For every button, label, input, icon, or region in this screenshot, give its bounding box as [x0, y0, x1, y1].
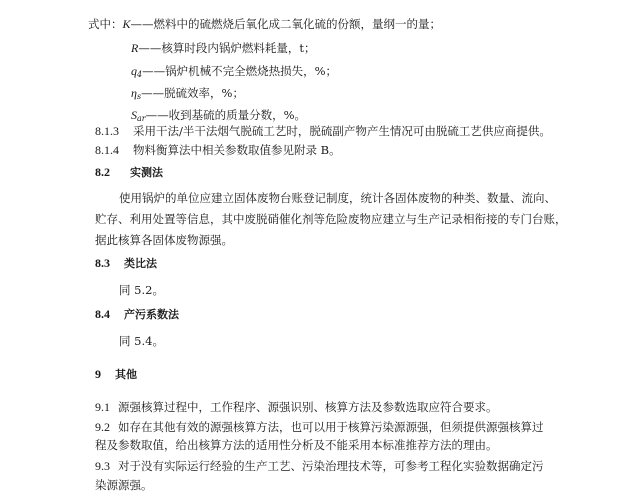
clause-9-2 [95, 419, 544, 435]
clause-text: 物料衡算法中相关参数取值参见附录 B。 [133, 143, 341, 157]
var-s-sub: ar [137, 114, 146, 123]
var-eta: η [131, 86, 137, 100]
var-q-sub: 4 [137, 70, 143, 79]
paragraph-line: 同 5.4。 [119, 334, 164, 348]
formula-def-q4 [131, 63, 337, 83]
clause-9-3 [95, 458, 544, 474]
clause-8-1-3 [95, 123, 551, 139]
clause-8-1-4 [95, 142, 341, 158]
section-title: 产污系数法 [124, 308, 179, 321]
clause-number: 9.2 [95, 420, 110, 434]
var-q: q [131, 64, 137, 78]
chapter-title: 其他 [115, 368, 137, 381]
paragraph-line: 程及参数取值，给出核算方法的适用性分析及不能采用本标准推荐方法的理由。 [95, 438, 498, 452]
section-title: 类比法 [124, 257, 157, 270]
section-heading-8-3 [95, 255, 157, 272]
paragraph-line: 据此核算各固体废物源强。 [95, 233, 233, 247]
var-k: K [122, 17, 131, 31]
section-number: 8.2 [95, 165, 110, 179]
def-r-desc: ——核算时段内锅炉燃料耗量，t； [138, 41, 316, 55]
section-number: 8.4 [95, 307, 110, 321]
paragraph-line: 染源源强。 [95, 478, 153, 492]
section-number: 8.3 [95, 256, 110, 270]
def-sar-desc: ——收到基硫的质量分数，%。 [145, 108, 307, 122]
clause-text: 采用干法/半干法烟气脱硫工艺时，脱硫副产物产生情况可由脱硫工艺供应商提供。 [133, 124, 551, 138]
formula-def-eta [131, 85, 244, 105]
var-r: R [131, 41, 139, 55]
paragraph-line: 同 5.2。 [119, 283, 164, 297]
formula-def-r [131, 40, 315, 56]
section-title: 实测法 [130, 166, 163, 179]
clause-number: 8.1.3 [95, 124, 119, 138]
var-eta-sub: s [136, 92, 142, 101]
clause-text: 对于没有实际运行经验的生产工艺、污染治理技术等，可参考工程化实验数据确定污 [118, 459, 544, 473]
clause-text: 如存在其他有效的源强核算方法，也可以用于核算污染源源强，但须提供源强核算过 [118, 420, 544, 434]
def-q4-desc: ——锅炉机械不完全燃烧热损失，%； [142, 64, 338, 78]
clause-text: 源强核算过程中，工作程序、源强识别、核算方法及参数选取应符合要求。 [118, 400, 498, 414]
chapter-number: 9 [95, 367, 101, 381]
formula-def-k [88, 16, 441, 32]
def-eta-desc: ——脱硫效率，%； [141, 86, 244, 100]
clause-number: 8.1.4 [95, 143, 119, 157]
formula-where-label: 式中： [88, 17, 123, 31]
clause-number: 9.3 [95, 459, 110, 473]
clause-9-1 [95, 399, 498, 415]
chapter-heading-9 [95, 366, 137, 383]
paragraph-line: 使用锅炉的单位应建立固体废物台账登记制度，统计各固体废物的种类、数量、流向、 [119, 191, 556, 205]
paragraph-line: 贮存、利用处置等信息，其中废脱硝催化剂等危险废物应建立与生产记录相衔接的专门台账， [95, 212, 567, 226]
clause-number: 9.1 [95, 400, 110, 414]
section-heading-8-2 [95, 164, 163, 181]
def-k-desc: ——燃料中的硫燃烧后氧化成二氧化硫的份额，量纲一的量； [130, 17, 442, 31]
section-heading-8-4 [95, 306, 179, 323]
var-s: S [131, 108, 137, 122]
